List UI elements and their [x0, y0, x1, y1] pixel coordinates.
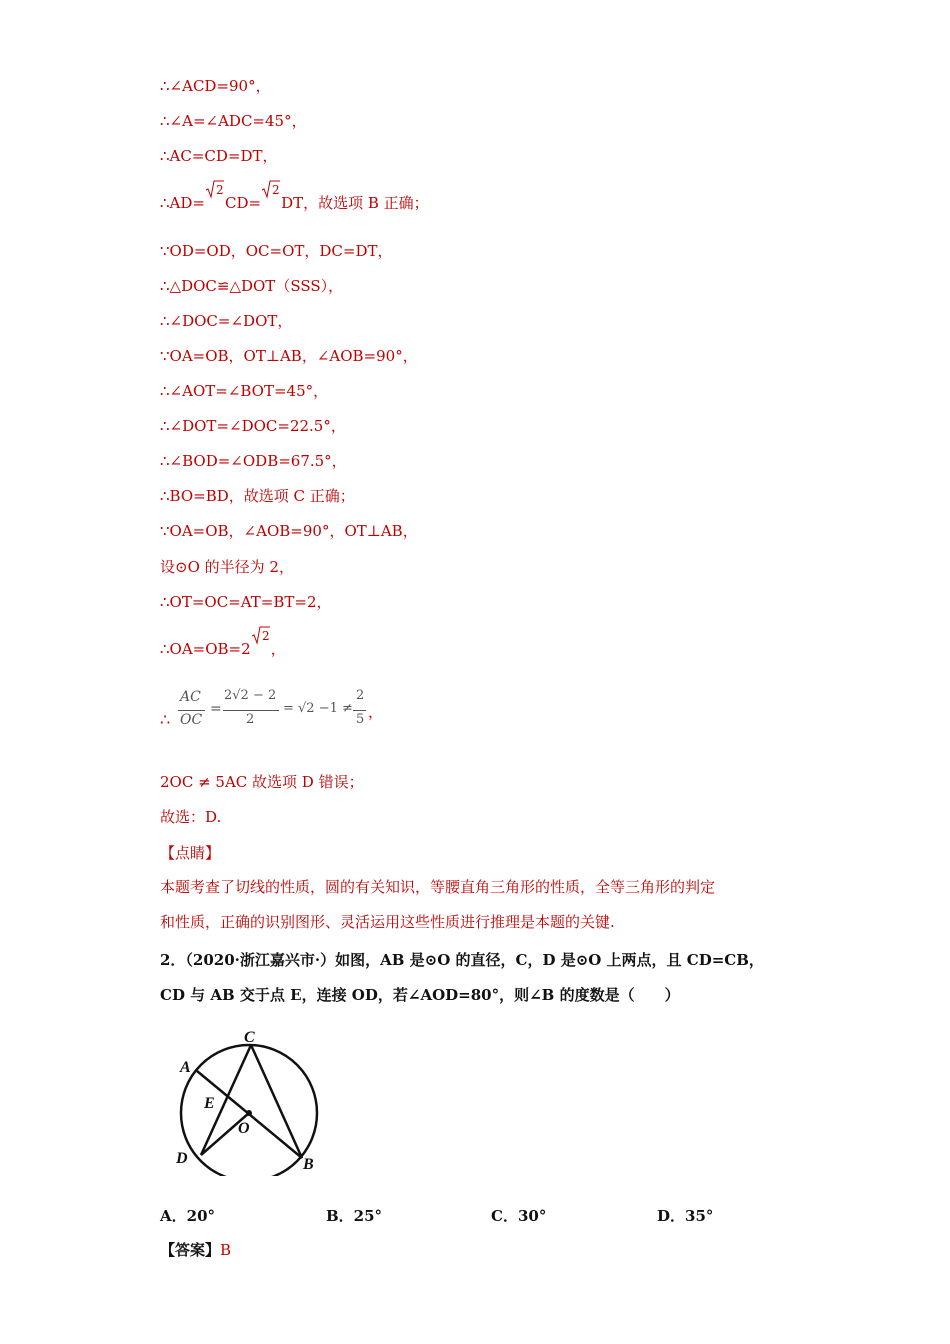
fraction-denominator: 5 [356, 712, 365, 727]
answer-label: 【答案】 [160, 1241, 221, 1259]
solution-line-1: ∴∠ACD=90°， [160, 77, 271, 95]
expression-value: = √2 −1 ≠ [283, 701, 353, 716]
sqrt2-symbol [205, 179, 225, 199]
line16-part-a: ∴OA=OB=2 [160, 640, 251, 658]
option-a[interactable]: A．20° [160, 1207, 216, 1225]
answer-value: B [220, 1241, 232, 1259]
solution-line-11: ∴∠BOD=∠ODB=67.5°， [160, 452, 347, 470]
line16-part-b: ， [270, 640, 286, 658]
option-b[interactable]: B．25° [326, 1207, 383, 1225]
solution-line-14: 设⊙O 的半径为 2， [160, 558, 294, 576]
fraction-numerator: AC [180, 689, 201, 705]
fraction-bar [223, 710, 279, 711]
solution-line-18: 2OC ≠ 5AC 故选项 D 错误； [160, 773, 364, 791]
fraction-denominator: 2 [246, 712, 255, 727]
fraction-numerator: 2√2 − 2 [224, 688, 277, 703]
svg-text:2: 2 [215, 183, 224, 197]
solution-line-17-equation [160, 686, 390, 736]
solution-line-16 [160, 629, 286, 659]
solution-line-8: ∵OA=OB，OT⊥AB，∠AOB=90°， [160, 347, 418, 365]
point-label-c: C [244, 1029, 255, 1046]
solution-line-5: ∵OD=OD，OC=OT，DC=DT， [160, 242, 393, 260]
line4-part-a: ∴AD= [160, 194, 205, 212]
fraction-denominator: OC [180, 712, 203, 728]
solution-line-7: ∴∠DOC=∠DOT， [160, 312, 293, 330]
line4-part-c: DT，故选项 B 正确； [281, 194, 429, 212]
point-label-a: A [180, 1059, 191, 1076]
answer-line [160, 1240, 231, 1260]
comment-heading: 【点睛】 [160, 844, 221, 862]
option-d[interactable]: D．35° [657, 1207, 714, 1225]
solution-line-19: 故选：D. [160, 808, 222, 826]
comma: ， [368, 703, 384, 721]
point-label-b: B [303, 1156, 314, 1173]
comment-text-line-2: 和性质，正确的识别图形、灵活运用这些性质进行推理是本题的关键. [160, 913, 615, 931]
solution-line-2: ∴∠A=∠ADC=45°， [160, 112, 307, 130]
solution-line-15: ∴OT=OC=AT=BT=2， [160, 593, 332, 611]
solution-line-4 [160, 183, 429, 213]
therefore-symbol: ∴ [160, 710, 171, 729]
sqrt2-symbol [251, 625, 271, 645]
equals-sign: = [210, 701, 222, 717]
fraction-bar [353, 710, 366, 711]
comment-text-line-1: 本题考查了切线的性质，圆的有关知识，等腰直角三角形的性质，全等三角形的判定 [160, 878, 716, 896]
svg-text:2: 2 [261, 629, 270, 643]
center-point-o [246, 1110, 252, 1116]
solution-line-3: ∴AC=CD=DT， [160, 147, 278, 165]
svg-text:2: 2 [272, 183, 280, 197]
fraction-numerator: 2 [356, 688, 365, 703]
solution-line-12: ∴BO=BD，故选项 C 正确； [160, 487, 355, 505]
solution-line-6: ∴△DOC≌△DOT（SSS）， [160, 277, 344, 295]
fraction-bar [178, 710, 205, 711]
solution-line-9: ∴∠AOT=∠BOT=45°， [160, 382, 329, 400]
question-2-line-2: CD 与 AB 交于点 E，连接 OD，若∠AOD=80°，则∠B 的度数是（ ） [160, 986, 680, 1004]
circle-figure [172, 1026, 322, 1176]
point-label-o: O [238, 1120, 250, 1137]
question-2-line-1: 2．（2020·浙江嘉兴市·）如图，AB 是⊙O 的直径，C，D 是⊙O 上两点，且 CD=CB， [160, 951, 764, 969]
point-label-e: E [204, 1095, 215, 1112]
point-label-d: D [176, 1150, 188, 1167]
option-c[interactable]: C．30° [491, 1207, 547, 1225]
sqrt2-symbol [261, 179, 281, 199]
solution-line-10: ∴∠DOT=∠DOC=22.5°， [160, 417, 346, 435]
solution-line-13: ∵OA=OB，∠AOB=90°，OT⊥AB， [160, 522, 418, 540]
line4-part-b: CD= [224, 194, 262, 212]
